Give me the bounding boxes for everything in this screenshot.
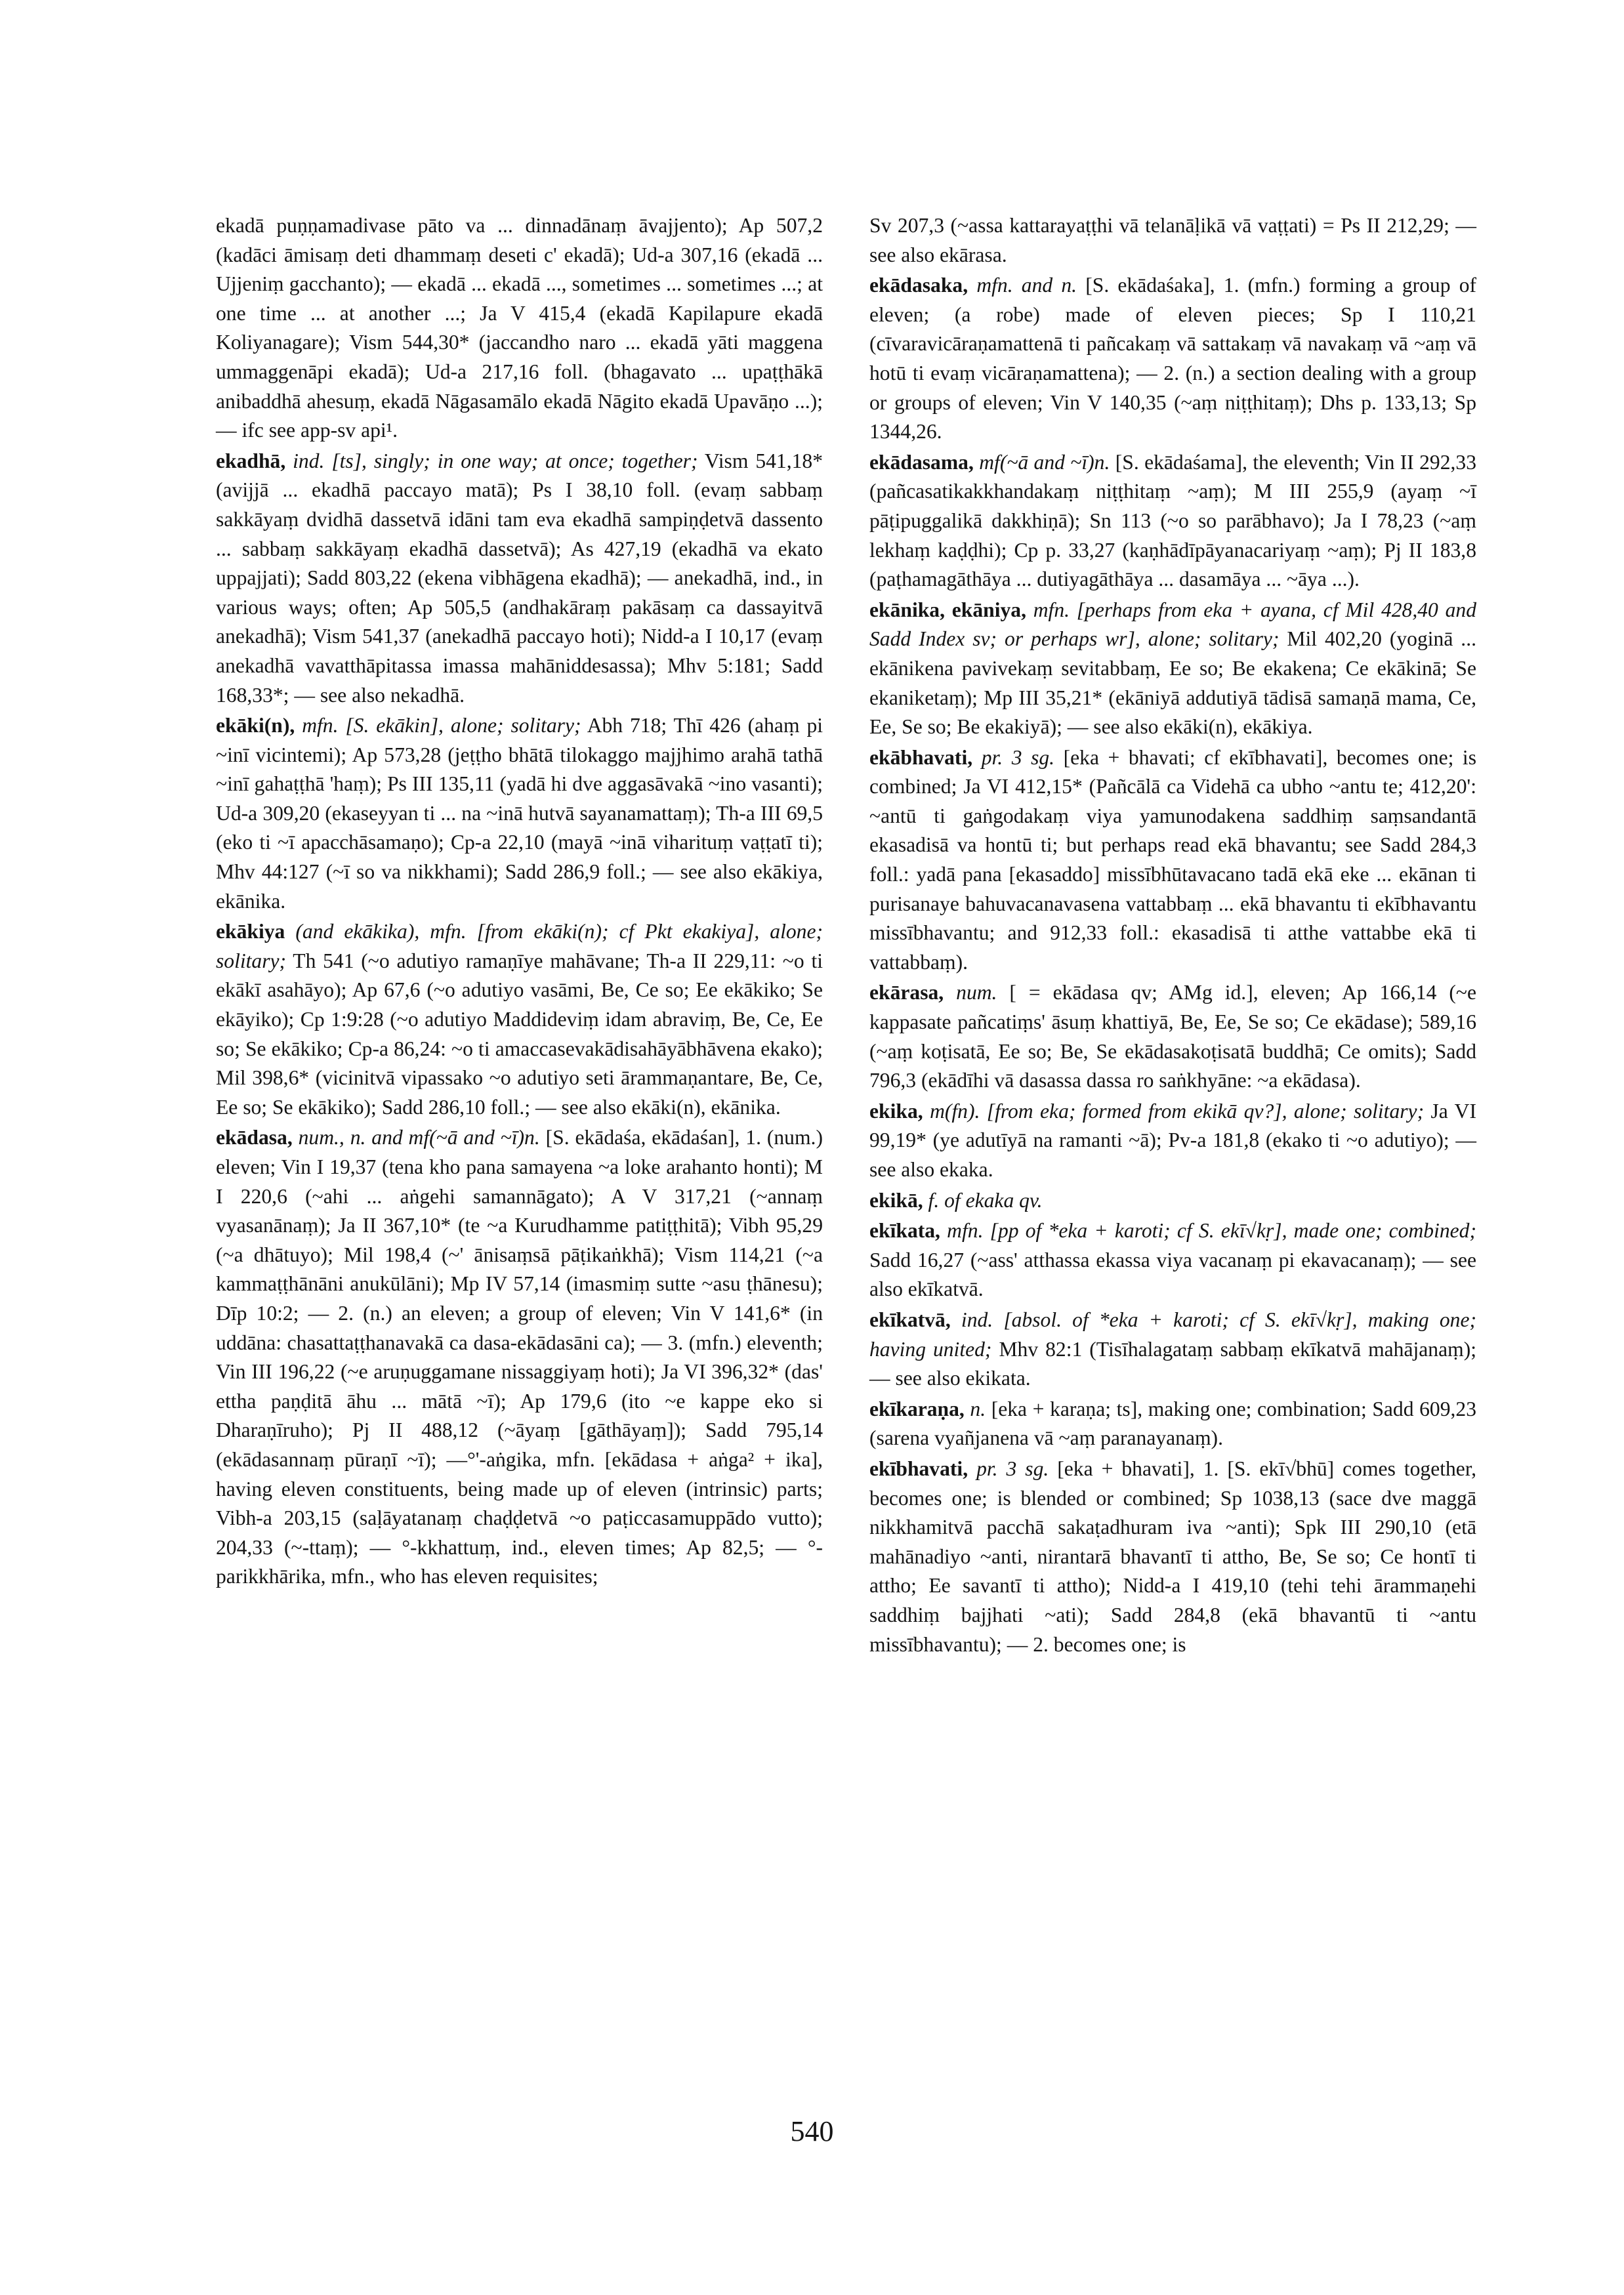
grammar-note: mfn. [S. ekākin], alone; solitary;	[302, 714, 581, 737]
grammar-note: f. of ekaka qv.	[928, 1188, 1043, 1212]
entry-body: ekadā puṇṇamadivase pāto va ... dinnadānaṃ āvajjento); Ap 507,2 (kadāci āmisaṃ deti dhammaṃ deseti c' ekadā); Ud-a 307,16 (ekadā ... Ujjeniṃ gacchanto); — ekadā ... ekadā ..., sometimes ... sometimes ...; at one time ... at another ...; Ja V 415,4 (ekadā Kapilapure ekadā Koliyanagare); Vism 544,30* (jaccandho naro ... ekadā yāti maggena ummaggenāpi ekadā); Ud-a 217,16 foll. (bhagavato ... upaṭṭhākā anibaddhā ahesuṃ, ekadā Nāgasamālo ekadā Nāgito ekadā Upavāṇo ...); — ifc see app-sv api¹.	[216, 214, 823, 442]
entry-body: [eka + karaṇa; ts], making one; combination; Sadd 609,23 (sarena vyañjanena vā ~aṃ paranayanaṃ).	[869, 1397, 1476, 1450]
entry-body: [eka + bhavati], 1. [S. ekī√bhū] comes together, becomes one; is blended or combined; Sp 1038,13 (sace dve maggā nikkhamitvā pacchā sakaṭadhuram iva ~anti); Spk III 290,10 (etā mahānadiyo ~anti, nirantarā bhavantī ti attho, Be, Se so; Ce hontī ti attho; Ee savantī ti attho); Nidd-a I 419,10 (tehi tehi ārammaṇehi saddhiṃ bajjhati ~ati); Sadd 284,8 (ekā bhavantū ti ~antu missībhavantu); — 2. becomes one; is	[869, 1457, 1476, 1656]
grammar-note: ind. [ts], singly; in one way; at once; together;	[293, 449, 698, 472]
headword: ekīkatvā,	[869, 1308, 951, 1331]
headword: ekābhavati,	[869, 745, 973, 769]
headword: ekādasaka,	[869, 274, 968, 297]
dictionary-entry	[216, 447, 823, 710]
headword: ekādasama,	[869, 450, 974, 474]
entry-body: Vism 541,18* (avijjā ... ekadhā paccayo matā); Ps I 38,10 foll. (evaṃ sabbaṃ sakkāyaṃ dvidhā dassetvā idāni tam eva ekadhā sampiṇḍetvā dassento ... sabbaṃ sakkāyaṃ ekadhā dassetvā); As 427,19 (ekadhā va ekato uppajjati); Sadd 803,22 (ekena vibhāgena ekadhā); — anekadhā, ind., in various ways; often; Ap 505,5 (andhakāraṃ pakāsaṃ ca dassayitvā anekadhā); Vism 541,37 (anekadhā paccayo hoti); Nidd-a I 10,17 (evaṃ anekadhā vavatthāpitassa imassa mahāniddesassa); Mhv 5:181; Sadd 168,33*; — see also nekadhā.	[216, 449, 823, 707]
headword: ekānika, ekāniya,	[869, 598, 1026, 621]
entry-body: [eka + bhavati; cf ekībhavati], becomes one; is combined; Ja VI 412,15* (Pañcālā ca Videhā ca ubho ~antu te; 412,20': ~antū ti gaṅgodakaṃ viya yamunodakena saddhiṃ saṃsandantā ekasadisā va hontū ti; but perhaps read ekā bhavantu; see Sadd 284,3 foll.: yadā pana [ekasaddo] missībhūtavacano tadā ekā eke ... ekānan ti purisanaye bahuvacanavasena vattabbaṃ ... ekā bhavantu ti ekībhavantu missībhavantu; and 912,33 foll.: ekasadisā ti atthe vattabbe ekā ti vattabbaṃ).	[869, 745, 1477, 974]
headword: ekīkaraṇa,	[869, 1397, 965, 1420]
headword: ekākiya	[216, 920, 285, 943]
dictionary-entry	[869, 211, 1476, 270]
left-column	[216, 211, 823, 1592]
right-column	[869, 211, 1476, 1659]
entry-body: [ = ekādasa qv; AMg id.], eleven; Ap 166,14 (~e kappasate pañcatiṃs' āsuṃ khattiyā, Be, Ee, Se so; Ce ekādase); 589,16 (~aṃ koṭisatā, Ee so; Be, Se ekādasakoṭisatā buddhā; Ce omits); Sadd 796,3 (ekādīhi vā dasassa dassa ro saṅkhyāne: ~a ekādasa).	[869, 981, 1476, 1092]
dictionary-entry	[869, 448, 1476, 594]
dictionary-entry	[216, 211, 823, 445]
entry-body: Sv 207,3 (~assa kattarayaṭṭhi vā telanāḷikā vā vaṭṭati) = Ps II 212,29; — see also ekārasa.	[869, 214, 1476, 266]
dictionary-entry	[869, 1455, 1476, 1659]
headword: ekādasa,	[216, 1126, 293, 1149]
grammar-note: ind. [absol. of *eka + karoti; cf S. ekī√kṛ], making one; having united;	[869, 1308, 1476, 1361]
grammar-note: mfn. [pp of *eka + karoti; cf S. ekī√kṛ], made one; combined;	[947, 1219, 1476, 1243]
headword: ekāki(n),	[216, 714, 295, 737]
entry-body: Mil 402,20 (yoginā ... ekānikena pavivekaṃ sevitabbaṃ, Ee so; Be ekakena; Ce ekākinā; Se ekaniketaṃ); Mp III 35,21* (ekāniyā addutiyā tādisā samaṇā mama, Ce, Ee, Se so; Be ekakiyā); — see also ekāki(n), ekākiya.	[869, 627, 1476, 739]
grammar-note: m(fn). [from eka; formed from ekikā qv?], alone; solitary;	[930, 1099, 1425, 1123]
entry-body: [S. ekādaśaka], 1. (mfn.) forming a group of eleven; (a robe) made of eleven pieces; Sp I 110,21 (cīvaravicāraṇamattenā ti pañcakaṃ vā sattakaṃ vā navakaṃ vā ~aṃ vā hotū ti evaṃ vicāraṇamattena); — 2. (n.) a section dealing with a group or groups of eleven; Vin V 140,35 (~aṃ niṭṭhitaṃ); Dhs p. 133,13; Sp 1344,26.	[869, 274, 1477, 444]
dictionary-entry	[216, 711, 823, 916]
grammar-note: num.	[956, 981, 997, 1004]
dictionary-entry	[869, 978, 1476, 1095]
headword: ekībhavati,	[869, 1457, 968, 1480]
dictionary-entry	[216, 917, 823, 1122]
entry-body: [S. ekādaśa, ekādaśan], 1. (num.) eleven; Vin I 19,37 (tena kho pana samayena ~a loke arahanto honti); M I 220,6 (~ahi ... aṅgehi samannāgato); A V 317,21 (~annaṃ vyasanānaṃ); Ja II 367,10* (te ~a Kurudhamme patiṭṭhitā); Vibh 95,29 (~a dhātuyo); Mil 198,4 (~' ānisaṃsā pāṭikaṅkhā); Vism 114,21 (~a kammaṭṭhānāni anukūlāni); Mp IV 57,14 (imasmiṃ sutte ~asu ṭhānesu); Dīp 10:2; — 2. (n.) an eleven; a group of eleven; Vin V 141,6* (in uddāna: chasattaṭṭhanavakā ca dasa-ekādasāni ca); — 3. (mfn.) eleventh; Vin III 196,22 (~e aruṇuggamane nissaggiyaṃ hoti); Ja VI 396,32* (das' ettha paṇḍitā āhu ... mātā ~ī); Ap 179,6 (ito ~e kappe eko si Dharaṇīruho); Pj II 488,12 (~āyaṃ [gāthāyaṃ]); Sadd 795,14 (ekādasannaṃ pūraṇī ~ī); —°'-aṅgika, mfn. [ekādasa + aṅga² + ika], having eleven constituents, being made up of eleven (intrinsic) parts; Vibh-a 203,15 (saḷāyatanaṃ chaḍḍetvā ~o paṭiccasamuppādo vutto); 204,33 (~-ttaṃ); — °-kkhattuṃ, ind., eleven times; Ap 82,5; — °-parikkhārika, mfn., who has eleven requisites;	[216, 1126, 823, 1588]
dictionary-entry	[869, 1097, 1476, 1185]
dictionary-entry	[869, 743, 1476, 978]
entry-body: Ja VI 99,19* (ye adutīyā na ramanti ~ā); Pv-a 181,8 (ekako ti ~o adutiyo); — see also ekaka.	[869, 1099, 1477, 1181]
dictionary-entry	[869, 1395, 1476, 1453]
entry-body: Sadd 16,27 (~ass' atthassa ekassa viya vacanaṃ pi ekavacanaṃ); — see also ekīkatvā.	[869, 1248, 1476, 1301]
dictionary-entry	[869, 1216, 1476, 1304]
dictionary-entry	[869, 596, 1476, 742]
grammar-note: pr. 3 sg.	[981, 745, 1055, 769]
entry-body: Abh 718; Thī 426 (ahaṃ pi ~inī vicintemi); Ap 573,28 (jeṭṭho bhātā tilokaggo majjhimo arahā tathā ~inī gahaṭṭhā 'haṃ); Ps III 135,11 (yadā hi dve aggasāvakā ~ino vasanti); Ud-a 309,20 (ekaseyyan ti ... na ~inā hutvā sayanamattaṃ); Th-a III 69,5 (eko ti ~ī apacchāsamaṇo); Cp-a 22,10 (mayā ~inā viharituṃ vaṭṭatī ti); Mhv 44:127 (~ī so va nikkhami); Sadd 286,9 foll.; — see also ekākiya, ekānika.	[216, 714, 823, 913]
page-number: 540	[790, 2115, 834, 2147]
grammar-note: mfn. [perhaps from eka + ayana, cf Mil 428,40 and Sadd Index sv; or perhaps wr], alone; solitary;	[869, 598, 1476, 651]
dictionary-entry	[869, 1186, 1476, 1216]
headword: ekikā,	[869, 1188, 923, 1212]
grammar-note: (and ekākika), mfn. [from ekāki(n); cf Pkt ekakiya], alone; solitary;	[216, 920, 823, 972]
headword: ekīkata,	[869, 1219, 940, 1243]
dictionary-entry	[869, 1306, 1476, 1394]
headword: ekadhā,	[216, 449, 286, 472]
entry-body: Mhv 82:1 (Tisīhalagataṃ sabbaṃ ekīkatvā mahājanaṃ); — see also ekikata.	[869, 1337, 1476, 1390]
entry-body: Th 541 (~o adutiyo ramaṇīye mahāvane; Th-a II 229,11: ~o ti ekākī asahāyo); Ap 67,6 (~o adutiyo vasāmi, Be, Ce so; Ee ekākiko; Se ekāyiko); Cp 1:9:28 (~o adutiyo Maddideviṃ idam abraviṃ, Be, Ce, Ee so; Se ekākiko; Cp-a 86,24: ~o ti amaccasevakādisahāyābhāvena ekako); Mil 398,6* (vicinitvā vipassako ~o adutiyo seti ārammaṇantare, Be, Ce, Ee so; Se ekākiko); Sadd 286,10 foll.; — see also ekāki(n), ekānika.	[216, 949, 823, 1119]
grammar-note: mfn. and n.	[976, 274, 1077, 297]
grammar-note: num., n. and mf(~ā and ~ī)n.	[298, 1126, 540, 1149]
grammar-note: n.	[970, 1397, 986, 1420]
grammar-note: pr. 3 sg.	[976, 1457, 1049, 1480]
dictionary-entry	[869, 271, 1476, 447]
dictionary-entry	[216, 1123, 823, 1592]
grammar-note: mf(~ā and ~ī)n.	[979, 450, 1110, 474]
headword: ekārasa,	[869, 981, 944, 1004]
headword: ekika,	[869, 1099, 923, 1123]
entry-body: [S. ekādaśama], the eleventh; Vin II 292,33 (pañcasatikakkhandakaṃ niṭṭhitaṃ ~aṃ); M III 255,9 (ayaṃ ~ī pāṭipuggalikā dakkhiṇā); Sn 113 (~o so parābhavo); Ja I 78,23 (~aṃ lekhaṃ kaḍḍhi); Cp p. 33,27 (kaṇhādīpāyanacariyaṃ ~aṃ); Pj II 183,8 (paṭhamagāthāya ... dutiyagāthāya ... dasamāya ... ~āya ...).	[869, 450, 1476, 591]
